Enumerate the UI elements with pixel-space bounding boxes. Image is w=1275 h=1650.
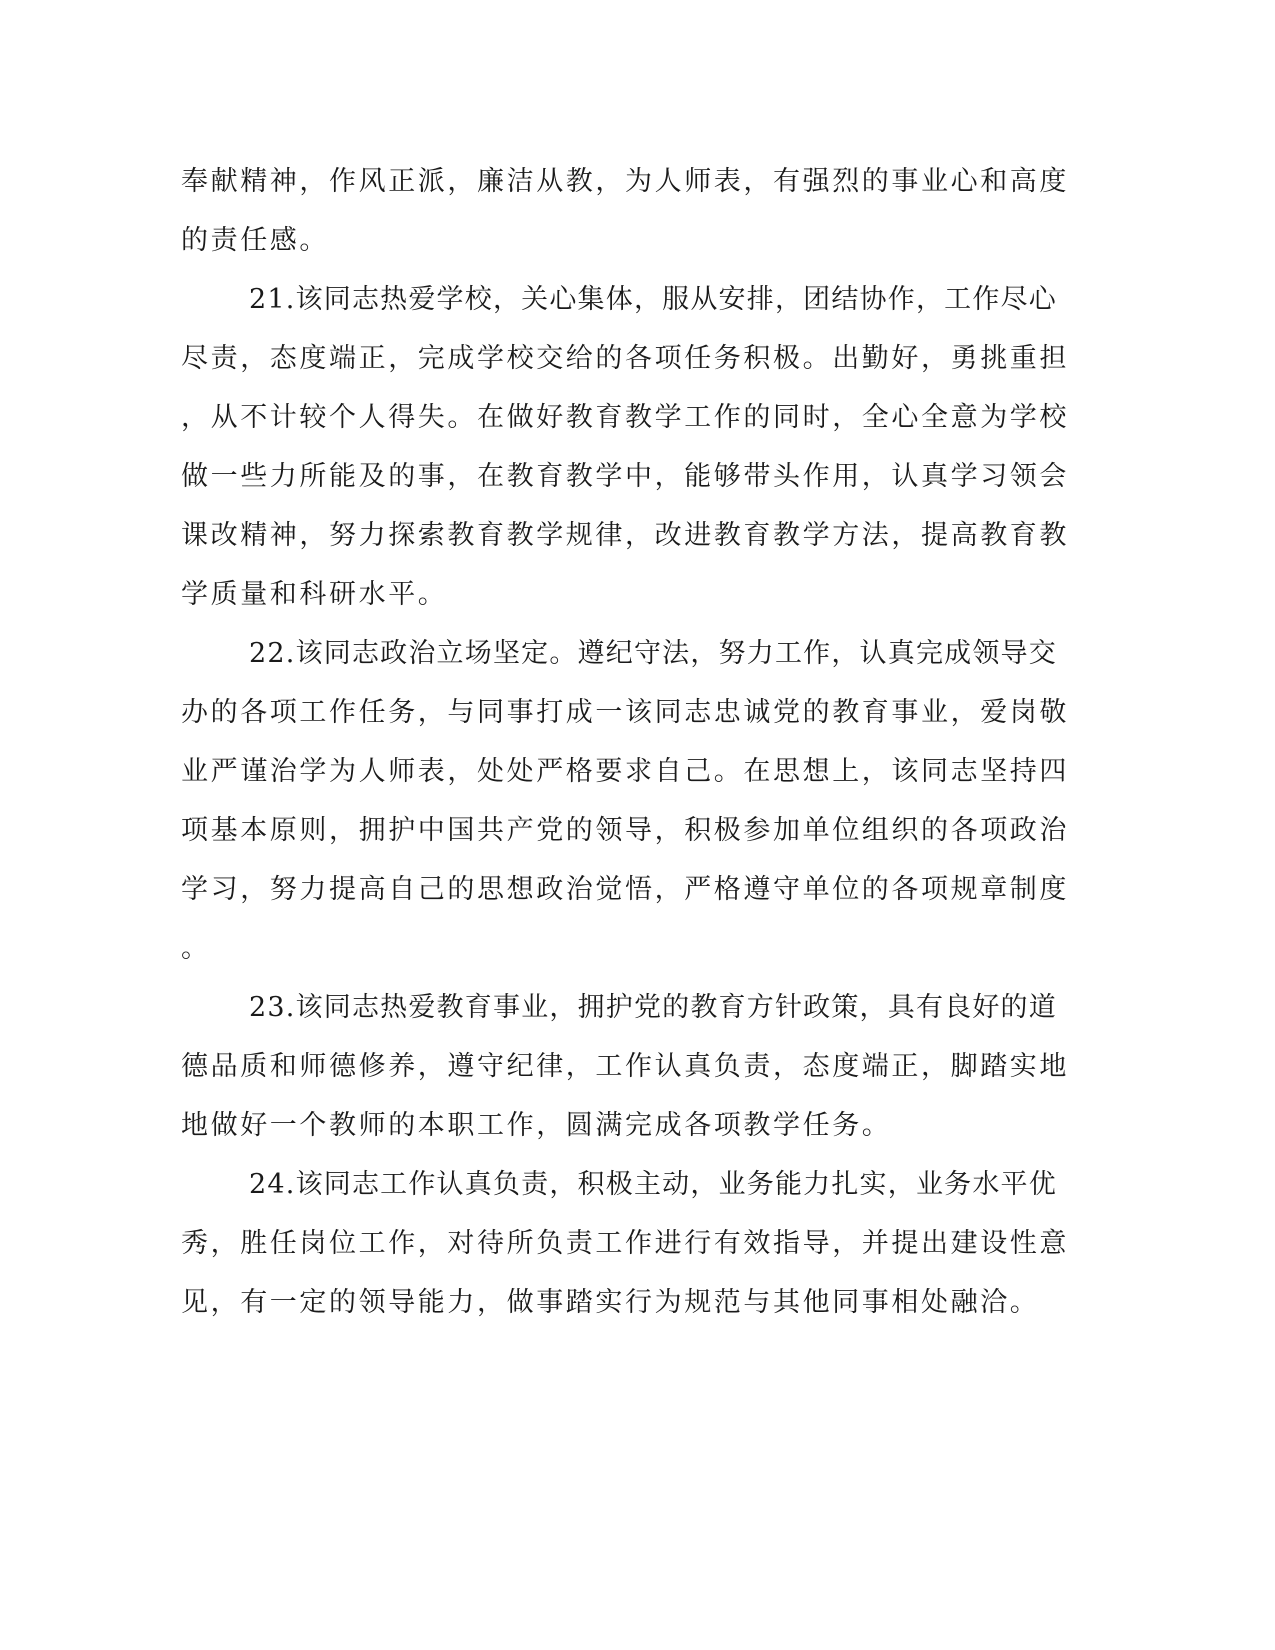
paragraph-21-line-5: 课改精神，努力探索教育教学规律，改进教育教学方法，提高教育教: [181, 520, 1069, 551]
paragraph-24-line-1: 24.该同志工作认真负责，积极主动，业务能力扎实，业务水平优: [249, 1169, 1057, 1200]
paragraph-21-line-1: 21.该同志热爱学校，关心集体，服从安排，团结协作，工作尽心: [249, 284, 1057, 315]
paragraph-23-line-1: 23.该同志热爱教育事业，拥护党的教育方针政策，具有良好的道: [249, 992, 1057, 1023]
paragraph-23-line-2: 德品质和师德修养，遵守纪律，工作认真负责，态度端正，脚踏实地: [181, 1051, 1069, 1082]
paragraph-21-line-2: 尽责，态度端正，完成学校交给的各项任务积极。出勤好，勇挑重担: [181, 343, 1069, 374]
paragraph-23-line-3: 地做好一个教师的本职工作，圆满完成各项教学任务。: [181, 1110, 892, 1141]
paragraph-21-line-4: 做一些力所能及的事，在教育教学中，能够带头作用，认真学习领会: [181, 461, 1069, 492]
paragraph-20-line-1: 奉献精神，作风正派，廉洁从教，为人师表，有强烈的事业心和高度: [181, 166, 1069, 197]
paragraph-24-line-2: 秀，胜任岗位工作，对待所负责工作进行有效指导，并提出建设性意: [181, 1228, 1069, 1259]
paragraph-22-line-3: 业严谨治学为人师表，处处严格要求自己。在思想上，该同志坚持四: [181, 756, 1069, 787]
paragraph-22-line-4: 项基本原则，拥护中国共产党的领导，积极参加单位组织的各项政治: [181, 815, 1069, 846]
paragraph-21-line-6: 学质量和科研水平。: [181, 579, 448, 610]
paragraph-22-line-2: 办的各项工作任务，与同事打成一该同志忠诚党的教育事业，爱岗敬: [181, 697, 1069, 728]
paragraph-22-line-1: 22.该同志政治立场坚定。遵纪守法，努力工作，认真完成领导交: [249, 638, 1057, 669]
paragraph-22-line-5: 学习，努力提高自己的思想政治觉悟，严格遵守单位的各项规章制度: [181, 874, 1069, 905]
paragraph-22-line-6: 。: [181, 933, 211, 964]
paragraph-24-line-3: 见，有一定的领导能力，做事踏实行为规范与其他同事相处融洽。: [181, 1287, 1040, 1318]
paragraph-20-line-2: 的责任感。: [181, 225, 329, 256]
document-body: [181, 152, 1069, 1332]
paragraph-21-line-3: ，从不计较个人得失。在做好教育教学工作的同时，全心全意为学校: [181, 402, 1069, 433]
